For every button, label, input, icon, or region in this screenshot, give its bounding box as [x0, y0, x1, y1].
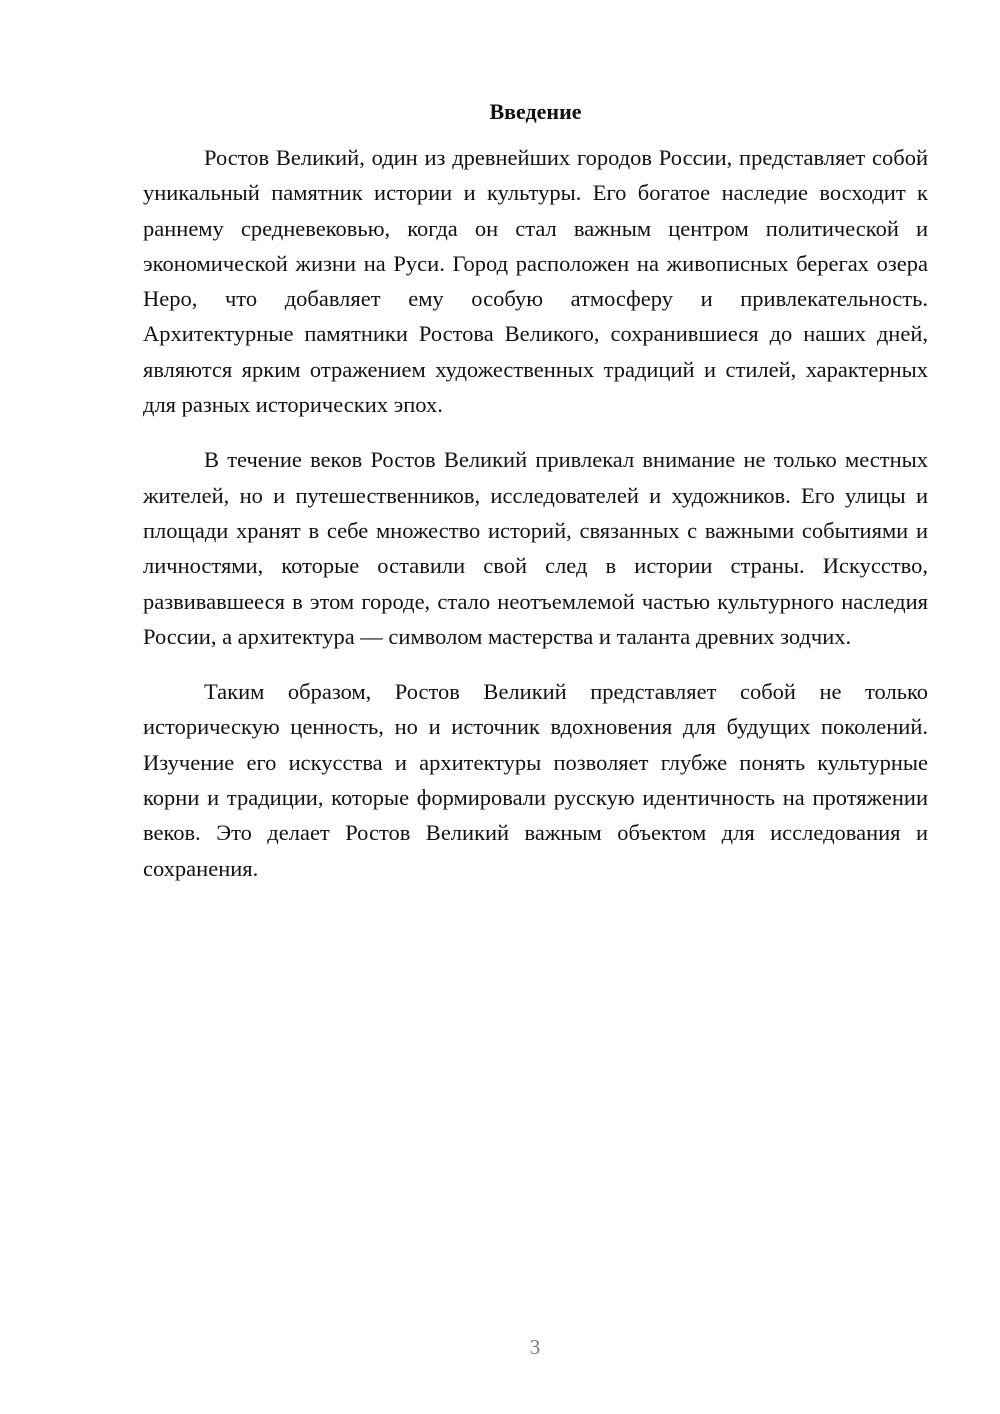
paragraph-2: В течение веков Ростов Великий привлекал внимание не только местных жителей, но и путешественников, исследователей и художников. Его улицы и площади хранят в себе множество историй, связанных с важными событиями и личностями, которые оставили свой след в истории страны. Искусство, развивавшееся в этом городе, стало неотъемлемой частью культурного наследия России, а архитектура — символом мастерства и таланта древних зодчих. [143, 447, 928, 649]
page-content [143, 96, 928, 886]
section-title: Введение [489, 99, 582, 124]
page-number: 3 [529, 1335, 541, 1359]
paragraph-3: Таким образом, Ростов Великий представляет собой не только историческую ценность, но и источник вдохновения для будущих поколений. Изучение его искусства и архитектуры позволяет глубже понять культурные корни и традиции, которые формировали русскую идентичность на протяжении веков. Это делает Ростов Великий важным объектом для исследования и сохранения. [143, 679, 928, 881]
paragraph-1: Ростов Великий, один из древнейших городов России, представляет собой уникальный памятник истории и культуры. Его богатое наследие восходит к раннему средневековью, когда он стал важным центром политической и экономической жизни на Руси. Город расположен на живописных берегах озера Неро, что добавляет ему особую атмосферу и привлекательность. Архитектурные памятники Ростова Великого, сохранившиеся до наших дней, являются ярким отражением художественных традиций и стилей, характерных для разных исторических эпох. [143, 145, 928, 418]
